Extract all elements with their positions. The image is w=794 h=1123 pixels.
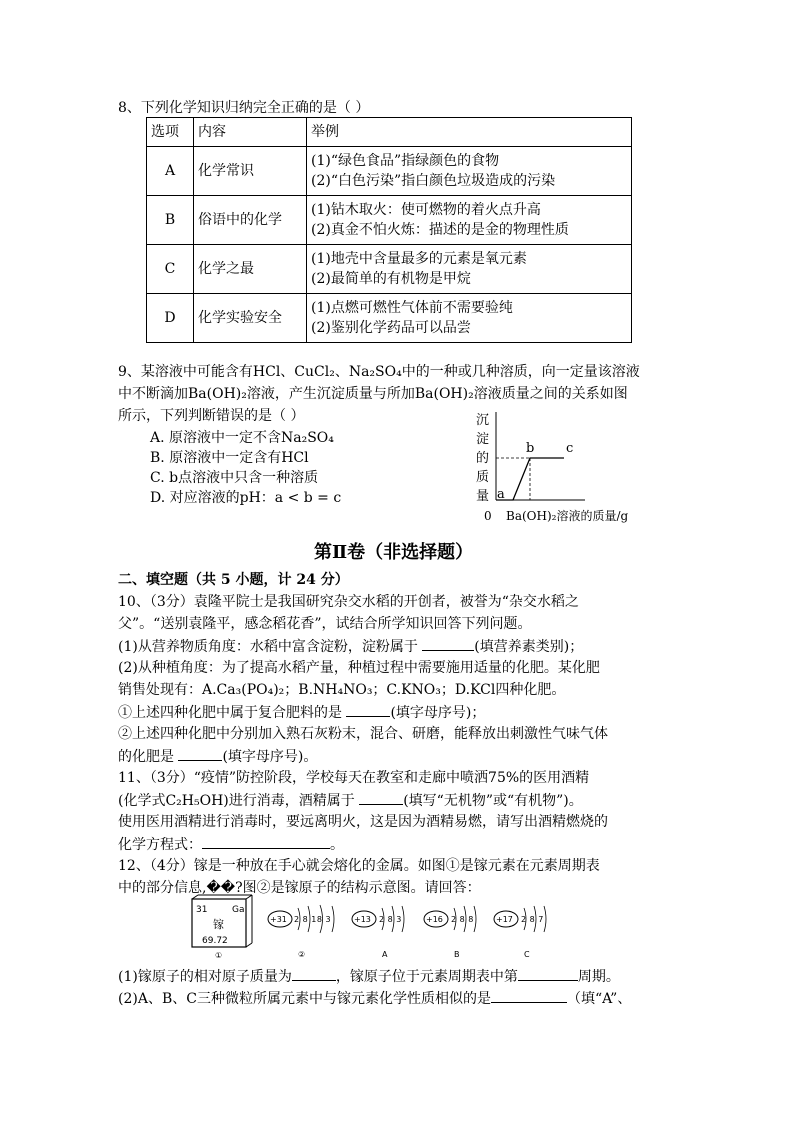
q11-text: (填写“无机物”或“有机物”)。 xyxy=(403,793,583,809)
q10-text: (填字母序号)； xyxy=(390,705,486,721)
q8-example-line: (2)“白色污染”指白颜色垃圾造成的污染 xyxy=(311,173,556,189)
atom-diagram xyxy=(268,905,334,959)
x-axis-label: Ba(OH)₂溶液的质量/g xyxy=(506,509,629,523)
q9-option-b: B. 原溶液中一定含有HCl xyxy=(150,450,309,466)
answer-blank[interactable] xyxy=(202,834,330,849)
answer-blank[interactable] xyxy=(346,702,390,717)
q9-option-a: A. 原溶液中一定不含Na₂SO₄ xyxy=(150,430,334,446)
q10-text: (填营养素类别)； xyxy=(474,639,584,655)
figure-caption: ① xyxy=(215,951,223,960)
q10-text: (1)从营养物质角度：水稻中富含淀粉，淀粉属于 xyxy=(118,639,418,655)
q11-line-blank xyxy=(118,790,583,811)
figure-caption: C xyxy=(524,950,530,959)
element-symbol: Ga xyxy=(232,905,245,915)
table-row xyxy=(147,147,632,196)
q12-line: 中的部分信息,��?图②是镓原子的结构示意图。请回答： xyxy=(118,880,481,896)
part2-title: 第Ⅱ卷（非选择题） xyxy=(314,542,474,563)
q8-content: 化学常识 xyxy=(194,147,307,196)
q10-text: (填字母序号)。 xyxy=(222,749,318,765)
ylabel-char: 的 xyxy=(476,451,490,466)
figure-caption: B xyxy=(454,950,460,959)
q9-option-c: C. b点溶液中只含一种溶质 xyxy=(150,470,319,486)
q8-example xyxy=(307,245,632,294)
table-row xyxy=(147,294,632,343)
nucleus-charge: +16 xyxy=(426,915,443,924)
answer-blank[interactable] xyxy=(178,746,222,761)
table-row xyxy=(147,245,632,294)
q8-example-line: (2)鉴别化学药品可以品尝 xyxy=(311,320,471,336)
q9-line: 9、某溶液中可能含有HCl、CuCl₂、Na₂SO₄中的一种或几种溶质，向一定量该溶液 xyxy=(118,364,640,380)
q12-figure xyxy=(186,894,566,960)
atom-diagram xyxy=(424,906,476,959)
q8-example-line: (1)钻木取火：使可燃物的着火点升高 xyxy=(311,202,541,218)
answer-blank[interactable] xyxy=(359,790,403,805)
section-heading: 二、填空题（共 5 小题，计 24 分） xyxy=(118,572,349,588)
q10-line: 父”。“送别袁隆平，感念稻花香”，试结合所学知识回答下列问题。 xyxy=(118,616,532,632)
q11-text: 。 xyxy=(330,837,344,853)
q10-line: (2)从种植角度：为了提高水稻产量，种植过程中需要施用适量的化肥。某化肥 xyxy=(118,660,600,676)
ylabel-char: 沉 xyxy=(476,413,490,428)
q8-stem: 8、下列化学知识归纳完全正确的是（ ） xyxy=(118,100,370,116)
q11-text: (化学式C₂H₅OH)进行消毒，酒精属于 xyxy=(118,793,355,809)
q10-line-blank xyxy=(118,636,583,657)
answer-blank[interactable] xyxy=(491,988,567,1003)
q10-line-blank xyxy=(118,702,485,723)
figure-caption: ② xyxy=(298,950,306,959)
q8-example-line: (2)最简单的有机物是甲烷 xyxy=(311,271,471,287)
origin-label: 0 xyxy=(484,509,492,523)
q12-text: (1)镓原子的相对原子质量为 xyxy=(118,969,292,985)
q11-text: 化学方程式： xyxy=(118,837,202,853)
q10-line: 10、（3分）袁隆平院士是我国研究杂交水稻的开创者，被誉为“杂交水稻之 xyxy=(118,594,579,610)
element-name: 镓 xyxy=(213,918,224,931)
shell-electrons: 2 8 8 xyxy=(451,915,474,924)
q12-text: （填“A”、 xyxy=(566,991,632,1007)
q11-line: 11、（3分）“疫情”防控阶段，学校每天在教室和走廊中喷洒75%的医用酒精 xyxy=(118,770,590,786)
q8-example-line: (2)真金不怕火炼：描述的是金的物理性质 xyxy=(311,222,569,238)
q11-line-blank xyxy=(118,834,344,855)
point-label: a xyxy=(497,487,505,502)
q9-option-d: D. 对应溶液的pH：a < b = c xyxy=(150,490,342,506)
q8-header-example: 举例 xyxy=(307,118,632,147)
q9-chart xyxy=(470,404,650,526)
q8-option: A xyxy=(147,147,194,196)
q11-line: 使用医用酒精进行消毒时，要远离明火，这是因为酒精易燃，请写出酒精燃烧的 xyxy=(118,814,608,830)
q10-line: ②上述四种化肥中分别加入熟石灰粉末，混合、研磨，能释放出刺激性气味气体 xyxy=(118,726,608,742)
nucleus-charge: +13 xyxy=(354,915,371,924)
q12-text: (2)A、B、C三种微粒所属元素中与镓元素化学性质相似的是 xyxy=(118,991,491,1007)
q8-example xyxy=(307,147,632,196)
q8-header-option: 选项 xyxy=(147,118,194,147)
q8-table xyxy=(146,117,632,343)
shell-electrons: 2 8 3 xyxy=(379,915,402,924)
answer-blank[interactable] xyxy=(422,636,474,651)
figure-caption: A xyxy=(382,950,388,959)
point-label: c xyxy=(566,441,574,456)
q8-example-line: (1)地壳中含量最多的元素是氧元素 xyxy=(311,251,527,267)
q12-text: ，镓原子位于元素周期表中第 xyxy=(335,969,518,985)
ylabel-char: 淀 xyxy=(476,432,490,447)
q8-option: D xyxy=(147,294,194,343)
shell-electrons: 2 8 7 xyxy=(521,915,544,924)
q8-option: C xyxy=(147,245,194,294)
shell-electrons: 2 8 18 3 xyxy=(294,915,332,924)
q12-line-blank xyxy=(118,966,620,987)
ylabel-char: 质 xyxy=(476,470,490,485)
atom-diagram xyxy=(494,906,546,959)
atom-diagram xyxy=(352,906,404,959)
q10-line: 销售处现有：A.Ca₃(PO₄)₂；B.NH₄NO₃；C.KNO₃；D.KCl四种化肥。 xyxy=(118,682,566,698)
q8-example xyxy=(307,294,632,343)
q10-text: 的化肥是 xyxy=(118,749,174,765)
q8-example-line: (1)“绿色食品”指绿颜色的食物 xyxy=(311,153,500,169)
nucleus-charge: +17 xyxy=(496,915,513,924)
q8-content: 俗语中的化学 xyxy=(194,196,307,245)
q9-line: 所示，下列判断错误的是（ ） xyxy=(118,408,305,424)
point-label: b xyxy=(526,441,535,456)
q10-line-blank xyxy=(118,746,317,767)
q8-header-row xyxy=(147,118,632,147)
q8-example-line: (1)点燃可燃性气体前不需要验纯 xyxy=(311,300,513,316)
q10-text: ①上述四种化肥中属于复合肥料的是 xyxy=(118,705,342,721)
q9-line: 中不断滴加Ba(OH)₂溶液，产生沉淀质量与所加Ba(OH)₂溶液质量之间的关系如图 xyxy=(118,386,628,402)
q8-example xyxy=(307,196,632,245)
q8-option: B xyxy=(147,196,194,245)
table-row xyxy=(147,196,632,245)
q12-text: 周期。 xyxy=(577,969,620,985)
q8-header-content: 内容 xyxy=(194,118,307,147)
q12-line: 12、（4分）镓是一种放在手心就会熔化的金属。如图①是镓元素在元素周期表 xyxy=(118,858,600,874)
nucleus-charge: +31 xyxy=(270,915,287,924)
ylabel-char: 量 xyxy=(476,489,490,504)
answer-blank[interactable] xyxy=(292,966,336,981)
element-number: 31 xyxy=(196,905,208,915)
answer-blank[interactable] xyxy=(518,966,578,981)
element-mass: 69.72 xyxy=(202,936,228,946)
q8-content: 化学实验安全 xyxy=(194,294,307,343)
q12-line-blank xyxy=(118,988,631,1009)
q8-content: 化学之最 xyxy=(194,245,307,294)
